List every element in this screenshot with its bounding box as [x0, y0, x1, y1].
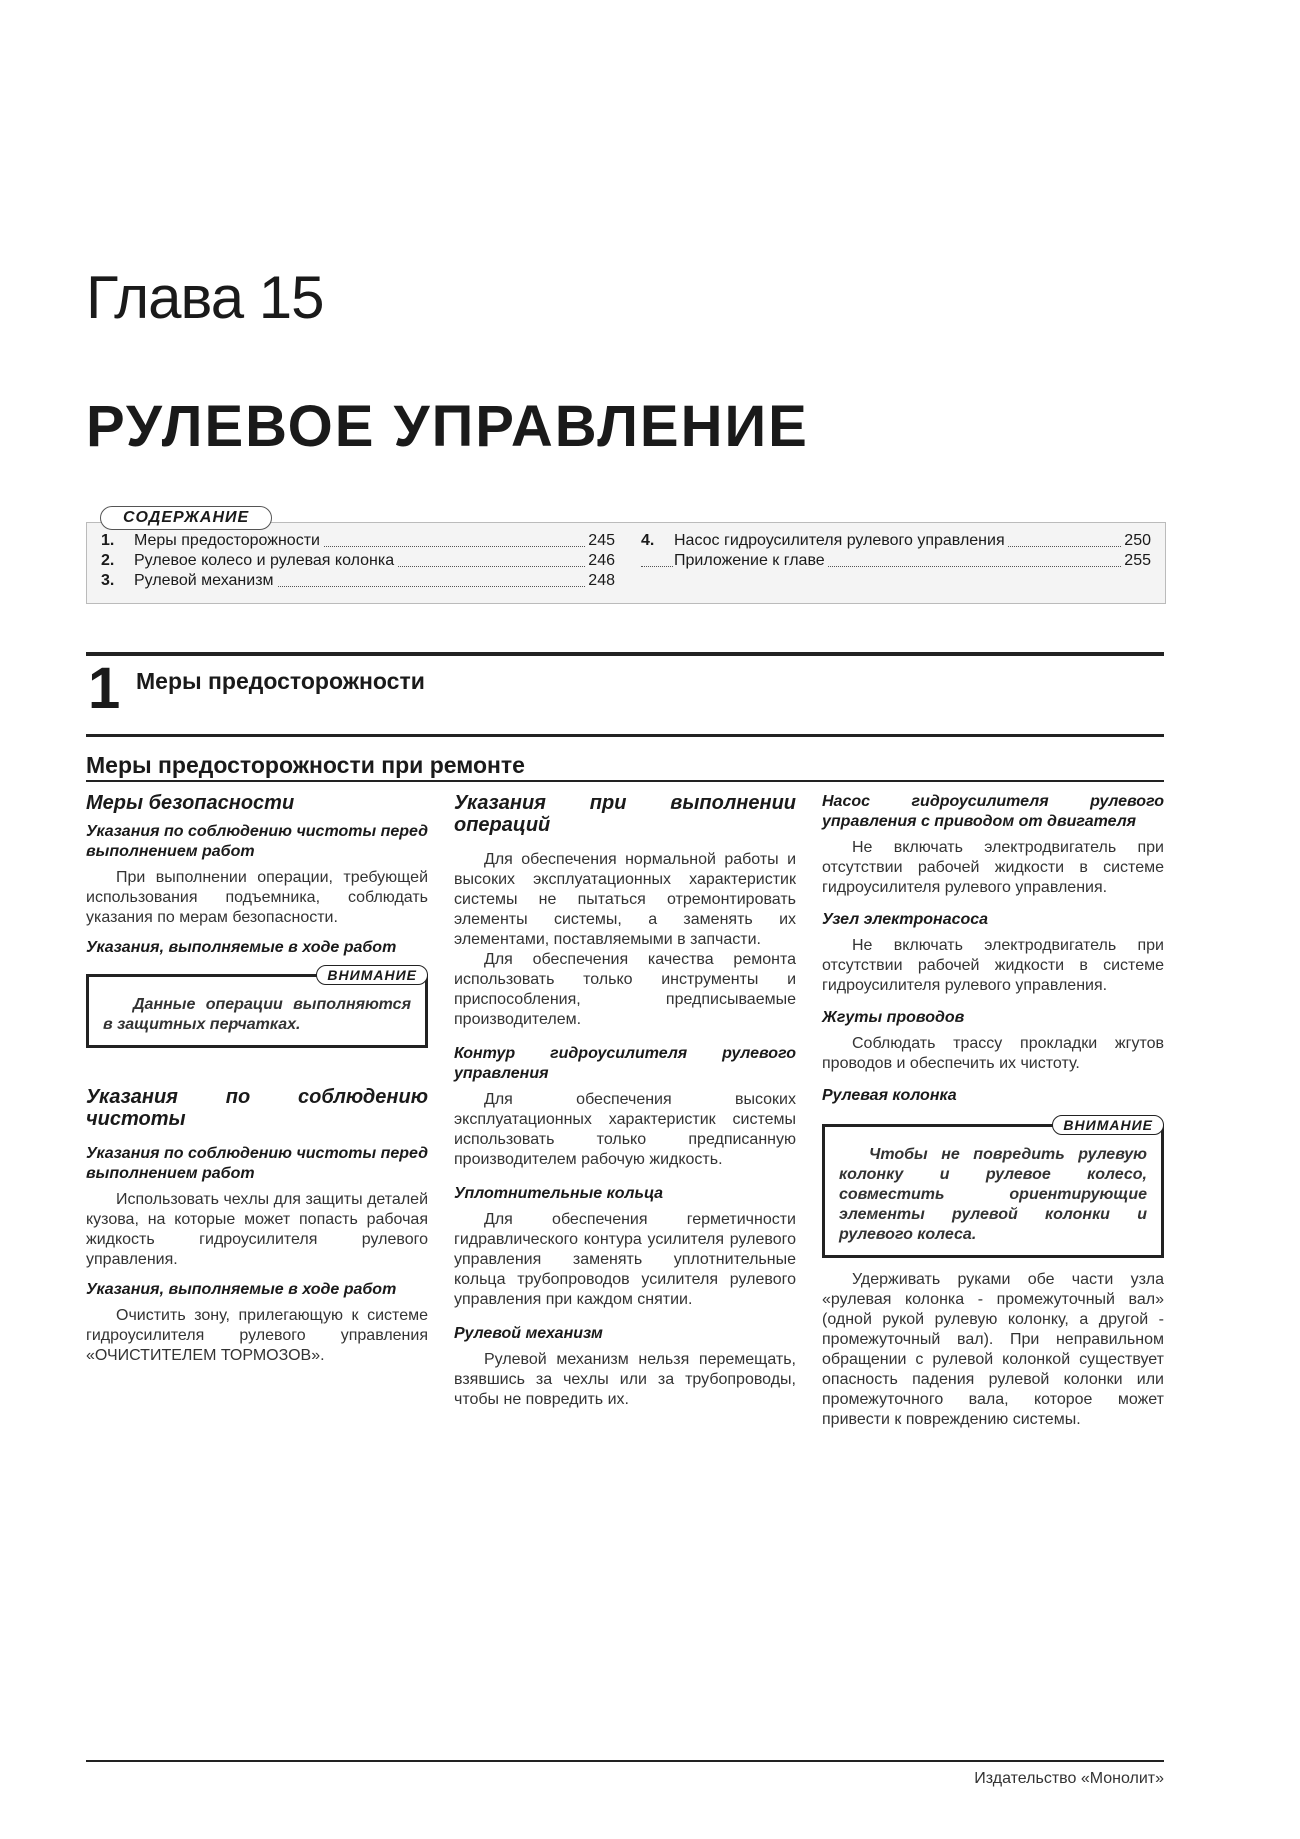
section-rule-mid [86, 734, 1164, 737]
heading-during: Указания, выполняемые в ходе работ [86, 939, 397, 956]
heading-epump: Узел электронасоса [822, 911, 989, 928]
heading-rings: Уплотнительные кольца [454, 1185, 663, 1202]
heading-mech: Рулевой механизм [454, 1325, 603, 1342]
chapter-title: РУЛЕВОЕ УПРАВЛЕНИЕ [86, 394, 809, 459]
subsection-title: Меры предосторожности при ремонте [86, 752, 525, 778]
section-number: 1 [88, 656, 121, 721]
paragraph-epump: Не включать электродвигатель при отсутствии рабочей жидкости в системе гидроусилителя рулевого управления. [822, 937, 1164, 994]
paragraph-mech: Рулевой механизм нельзя перемещать, взявшись за чехлы или за трубопроводы, чтобы не повредить их. [454, 1351, 796, 1408]
toc-label: СОДЕРЖАНИЕ [100, 506, 272, 530]
paragraph-pump: Не включать электродвигатель при отсутствии рабочей жидкости в системе гидроусилителя рулевого управления. [822, 839, 1164, 896]
paragraph-cleaner: Очистить зону, прилегающую к системе гидроусилителя рулевого управления «ОЧИСТИТЕЛЕМ ТОРМОЗОВ». [86, 1307, 428, 1364]
toc-item[interactable]: Приложение к главе 255 [641, 551, 1151, 571]
heading-clean-before-2: Указания по соблюдению чистоты перед выполнением работ [86, 1145, 429, 1182]
heading-column: Рулевая колонка [822, 1087, 957, 1104]
publisher-footer: Издательство «Монолит» [974, 1770, 1164, 1787]
paragraph-ops-2: Для обеспечения качества ремонта использовать только инструменты и приспособления, предписываемые производителем. [454, 951, 796, 1028]
paragraph-wires: Соблюдать трассу прокладки жгутов проводов и обеспечить их чистоту. [822, 1035, 1164, 1072]
toc-box [86, 522, 1166, 604]
notice-text: Чтобы не повредить рулевую колонку и рулевое колесо, совместить ориентирующие элементы рулевой колонки и рулевого колеса. [839, 1146, 1147, 1243]
paragraph-rings: Для обеспечения герметичности гидравлического контура усилителя рулевого управления заменять уплотнительные кольца трубопроводов усилителя рулевого управления при каждом снятии. [454, 1211, 796, 1308]
paragraph-circuit: Для обеспечения высоких эксплуатационных характеристик системы использовать только предписанную производителем рабочую жидкость. [454, 1091, 796, 1168]
notice-box [822, 1117, 1164, 1258]
toc-item[interactable]: 1. Меры предосторожности 245 [101, 532, 615, 549]
notice-box [86, 967, 428, 1048]
notice-label: ВНИМАНИЕ [1052, 1115, 1164, 1135]
toc-item[interactable]: 4. Насос гидроусилителя рулевого управления 250 [641, 532, 1151, 549]
heading-pump: Насос гидроусилителя рулевого управления с приводом от двигателя [822, 793, 1164, 830]
heading-clean: Указания по соблюдению чистоты [86, 1086, 428, 1130]
toc-item[interactable]: 2. Рулевое колесо и рулевая колонка 246 [101, 552, 615, 569]
column-2 [454, 792, 796, 1410]
heading-wires: Жгуты проводов [822, 1009, 965, 1026]
column-1 [86, 792, 428, 1366]
paragraph-ops-1: Для обеспечения нормальной работы и высоких эксплуатационных характеристик системы не пытаться отремонтировать элементы системы, а заменять их элементами, поставляемыми в запчасти. [454, 851, 796, 948]
toc-item[interactable]: 3. Рулевой механизм 248 [101, 572, 615, 589]
paragraph-column: Удерживать руками обе части узла «рулевая колонка - промежуточный вал» (одной рукой рулевую колонку, а другой - промежуточный вал). При неправильном обращении с рулевой колонкой существует опасность падения рулевой колонки или промежуточного вала, которое может привести к повреждению системы. [822, 1271, 1164, 1428]
heading-clean-before: Указания по соблюдению чистоты перед выполнением работ [86, 823, 429, 860]
column-3 [822, 792, 1164, 1430]
paragraph-covers: Использовать чехлы для защиты деталей кузова, на которые может попасть рабочая жидкость гидроусилителя рулевого управления. [86, 1191, 428, 1268]
section-rule-top [86, 652, 1164, 656]
heading-circuit: Контур гидроусилителя рулевого управления [454, 1045, 796, 1082]
heading-ops: Указания при выполнении операций [454, 792, 796, 836]
chapter-label: Глава 15 [86, 264, 324, 331]
subsection-rule [86, 780, 1164, 782]
section-title: Меры предосторожности [136, 668, 425, 694]
heading-safety: Меры безопасности [86, 792, 295, 814]
notice-label: ВНИМАНИЕ [316, 965, 428, 985]
paragraph-lift: При выполнении операции, требующей использования подъемника, соблюдать указания по мерам безопасности. [86, 869, 428, 926]
footer-rule [86, 1760, 1164, 1762]
notice-text: Данные операции выполняются в защитных перчатках. [103, 996, 411, 1033]
heading-during-2: Указания, выполняемые в ходе работ [86, 1281, 397, 1298]
